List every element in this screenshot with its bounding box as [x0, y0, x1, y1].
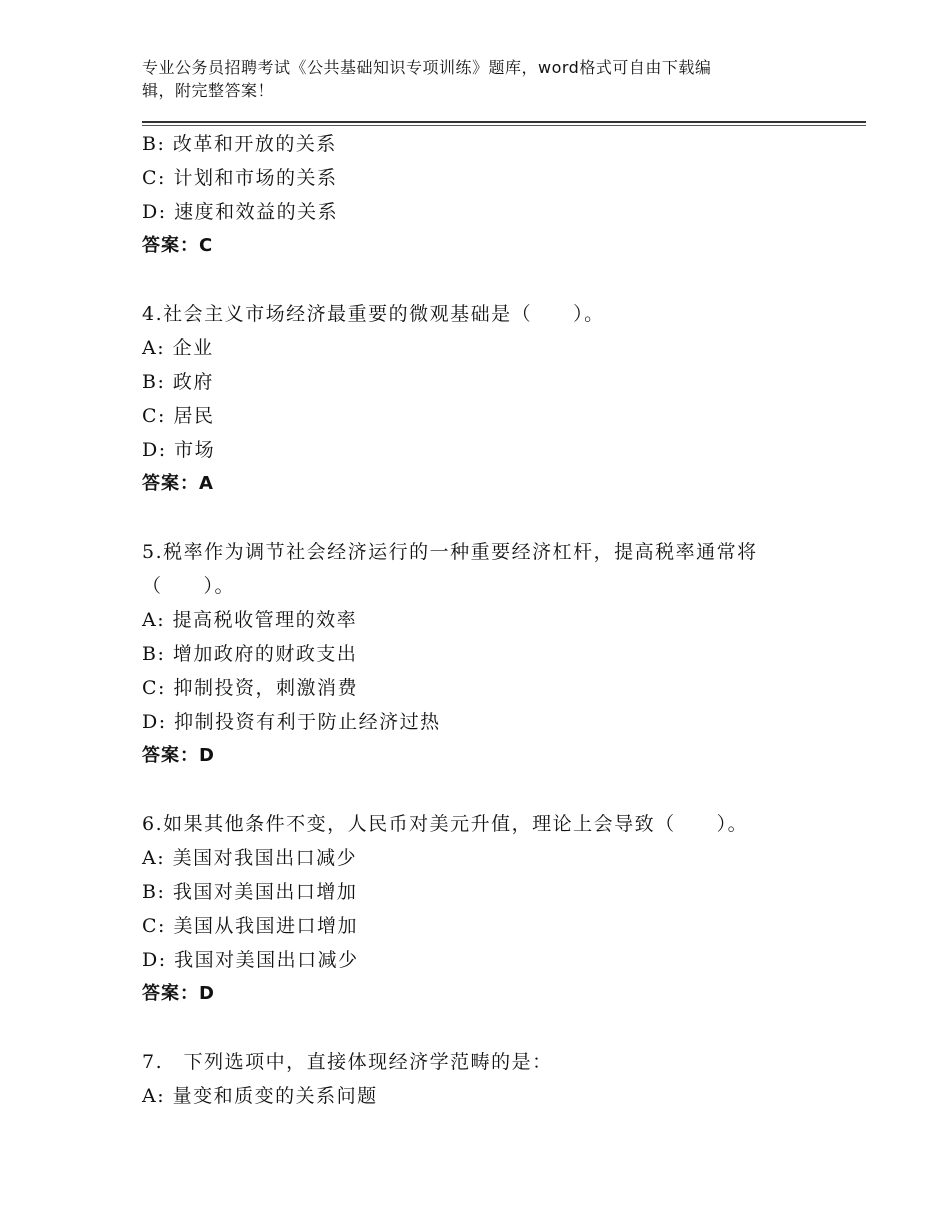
question-stem: 6.如果其他条件不变，人民币对美元升值，理论上会导致（ ）。: [142, 813, 749, 835]
option-a: A: 量变和质变的关系问题: [142, 1085, 378, 1107]
answer-label: 答案：A: [142, 473, 214, 494]
header-line-2: 辑，附完整答案！: [142, 81, 275, 100]
answer-label: 答案：D: [142, 745, 215, 766]
header-divider-thick: [142, 121, 866, 123]
header-line-1: 专业公务员招聘考试《公共基础知识专项训练》题库，word格式可自由下载编: [142, 58, 712, 77]
question-stem: 4.社会主义市场经济最重要的微观基础是（ ）。: [142, 303, 605, 325]
option-b: B: 增加政府的财政支出: [142, 643, 358, 665]
document-header: [142, 56, 792, 102]
option-a: A: 企业: [142, 337, 214, 359]
question-list: [142, 127, 842, 1113]
answer-label: 答案：C: [142, 235, 214, 256]
question-stem-continuation: （ ）。: [142, 575, 236, 597]
option-b: B: 我国对美国出口增加: [142, 881, 358, 903]
question-block-7: [142, 1045, 842, 1113]
header-divider-thin: [142, 125, 866, 126]
option-c: C: 抑制投资，刺激消费: [142, 677, 358, 699]
question-block-4: [142, 297, 842, 501]
question-block-6: [142, 807, 842, 1011]
option-a: A: 美国对我国出口减少: [142, 847, 358, 869]
option-c: C: 居民: [142, 405, 215, 427]
answer-label: 答案：D: [142, 983, 215, 1004]
option-a: A: 提高税收管理的效率: [142, 609, 358, 631]
option-c: C: 计划和市场的关系: [142, 167, 338, 189]
option-b: B: 改革和开放的关系: [142, 133, 337, 155]
question-block-5: [142, 535, 842, 773]
question-block-3: [142, 127, 842, 263]
option-d: D: 我国对美国出口减少: [142, 949, 359, 971]
option-d: D: 抑制投资有利于防止经济过热: [142, 711, 441, 733]
question-stem: 5.税率作为调节社会经济运行的一种重要经济杠杆，提高税率通常将: [142, 541, 758, 563]
option-c: C: 美国从我国进口增加: [142, 915, 358, 937]
option-d: D: 速度和效益的关系: [142, 201, 339, 223]
option-b: B: 政府: [142, 371, 214, 393]
option-d: D: 市场: [142, 439, 216, 461]
question-stem: 7. 下列选项中，直接体现经济学范畴的是：: [142, 1051, 553, 1073]
